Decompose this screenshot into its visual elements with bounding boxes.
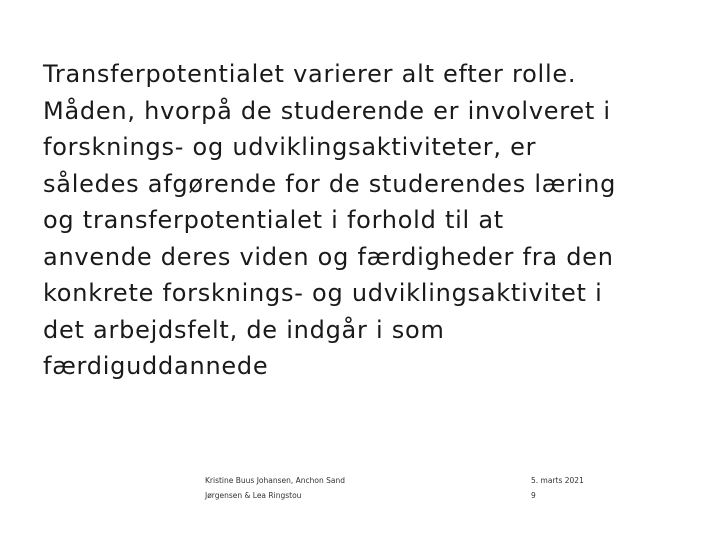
body-text-line: Måden, hvorpå de studerende er involveret i: [43, 96, 611, 125]
body-text-line: forsknings- og udviklingsaktiviteter, er: [43, 133, 537, 161]
footer-author-line: Jørgensen & Lea Ringstou: [205, 490, 302, 500]
footer-author-line: Kristine Buus Johansen, Anchon Sand: [205, 476, 346, 485]
body-text-line: således afgørende for de studerendes læring: [43, 169, 617, 198]
slide-body-text: [43, 56, 703, 385]
footer-authors: [205, 474, 375, 503]
body-text-line: konkrete forsknings- og udviklingsaktivitet i: [43, 279, 603, 307]
slide-page-number: 9: [531, 490, 536, 500]
body-text-line: og transferpotentialet i forhold til at: [43, 206, 504, 234]
footer-meta: [531, 474, 611, 503]
body-text-line: det arbejdsfelt, de indgår i som: [43, 315, 445, 344]
body-text-line: Transferpotentialet varierer alt efter rolle.: [43, 60, 577, 88]
body-text-line: færdiguddannede: [43, 352, 269, 380]
body-text-line: anvende deres viden og færdigheder fra den: [43, 242, 614, 271]
footer-date: 5. marts 2021: [531, 476, 584, 485]
